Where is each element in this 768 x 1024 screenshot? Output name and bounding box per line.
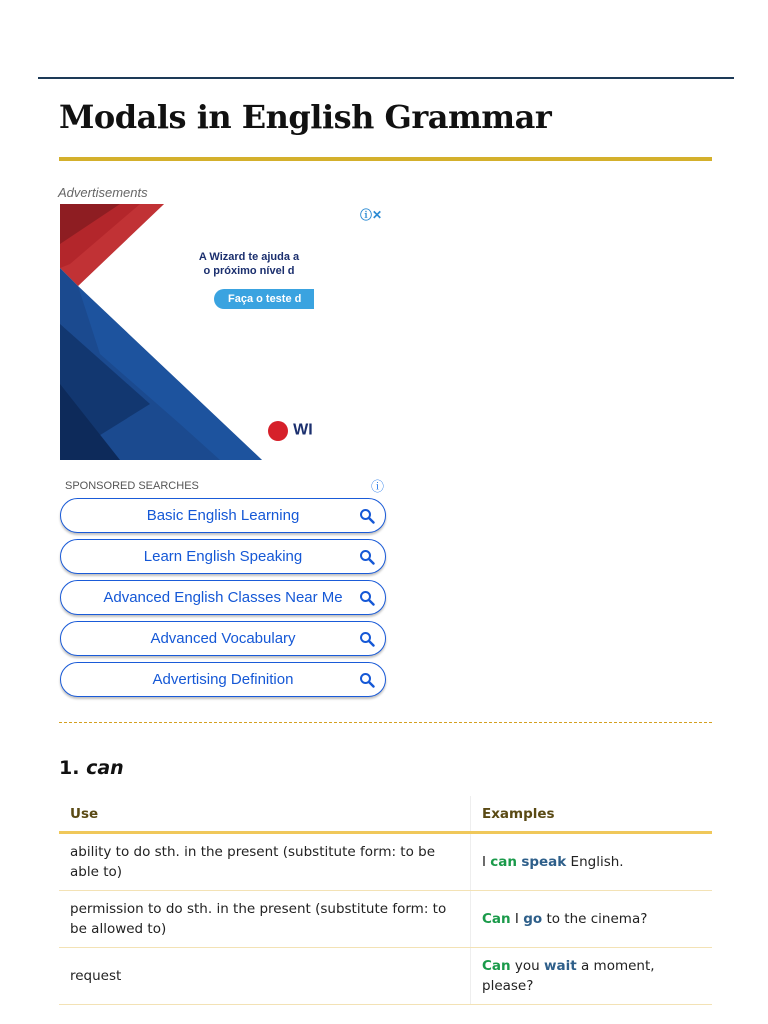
sponsored-header [60,480,386,498]
section-number: 1. [59,757,80,779]
modals-table [59,796,712,1005]
section-keyword: can [86,757,124,779]
sponsored-search-label: Advertising Definition [152,671,294,688]
ad-logo-text: WI [293,421,313,439]
example-cell [471,948,713,1005]
example-post: to the cinema? [542,911,648,927]
table-header-row [59,796,712,833]
sponsored-header-label: SPONSORED SEARCHES [65,480,199,492]
ad-headline-line2: o próximo nível d [203,265,295,277]
ads-label: Advertisements [58,185,148,200]
column-header-examples: Examples [471,796,713,833]
ad-headline [184,250,314,278]
section-divider [59,722,712,723]
sponsored-search-label: Advanced English Classes Near Me [103,589,343,606]
example-post: English. [566,854,624,870]
ad-banner-artwork [60,204,384,460]
example-verb: go [523,911,543,927]
use-cell: request [59,948,471,1005]
search-icon [359,672,375,688]
sponsored-search-label: Advanced Vocabulary [150,630,296,647]
search-icon [359,590,375,606]
sponsored-search-button[interactable] [60,498,386,533]
ad-banner[interactable] [60,204,384,460]
example-cell [471,891,713,948]
sponsored-search-button[interactable] [60,621,386,656]
ad-logo [268,420,316,444]
column-header-use: Use [59,796,471,833]
example-modal: Can [482,911,511,927]
search-icon [359,549,375,565]
sponsored-searches [60,480,386,703]
example-mid: you [510,958,545,974]
ad-logo-mark-icon [268,421,288,441]
table-row [59,948,712,1005]
page-title: Modals in English Grammar [59,98,552,136]
example-mid: I [510,911,524,927]
use-cell: permission to do sth. in the present (substitute form: to be allowed to) [59,891,471,948]
sponsored-search-button[interactable] [60,662,386,697]
example-modal: can [490,854,518,870]
sponsored-search-label: Basic English Learning [146,507,300,524]
title-underline [59,157,712,161]
header-divider [38,77,734,79]
table-row [59,891,712,948]
sponsored-search-button[interactable] [60,580,386,615]
sponsored-search-button[interactable] [60,539,386,574]
search-icon [359,508,375,524]
use-cell: ability to do sth. in the present (substitute form: to be able to) [59,833,471,891]
sponsored-search-label: Learn English Speaking [143,548,303,565]
ad-cta-button[interactable]: Faça o teste d [214,289,314,309]
info-icon[interactable]: ⓘ [370,479,384,494]
example-verb: wait [544,958,577,974]
table-row [59,833,712,891]
example-post: a moment, please? [482,958,655,994]
section-heading [59,757,124,779]
example-cell [471,833,713,891]
example-verb: speak [521,854,567,870]
adchoices-icon[interactable]: ⓘ✕ [359,208,382,222]
search-icon [359,631,375,647]
example-pre: I [482,854,491,870]
ad-headline-line1: A Wizard te ajuda a [198,251,300,263]
example-modal: Can [482,958,511,974]
